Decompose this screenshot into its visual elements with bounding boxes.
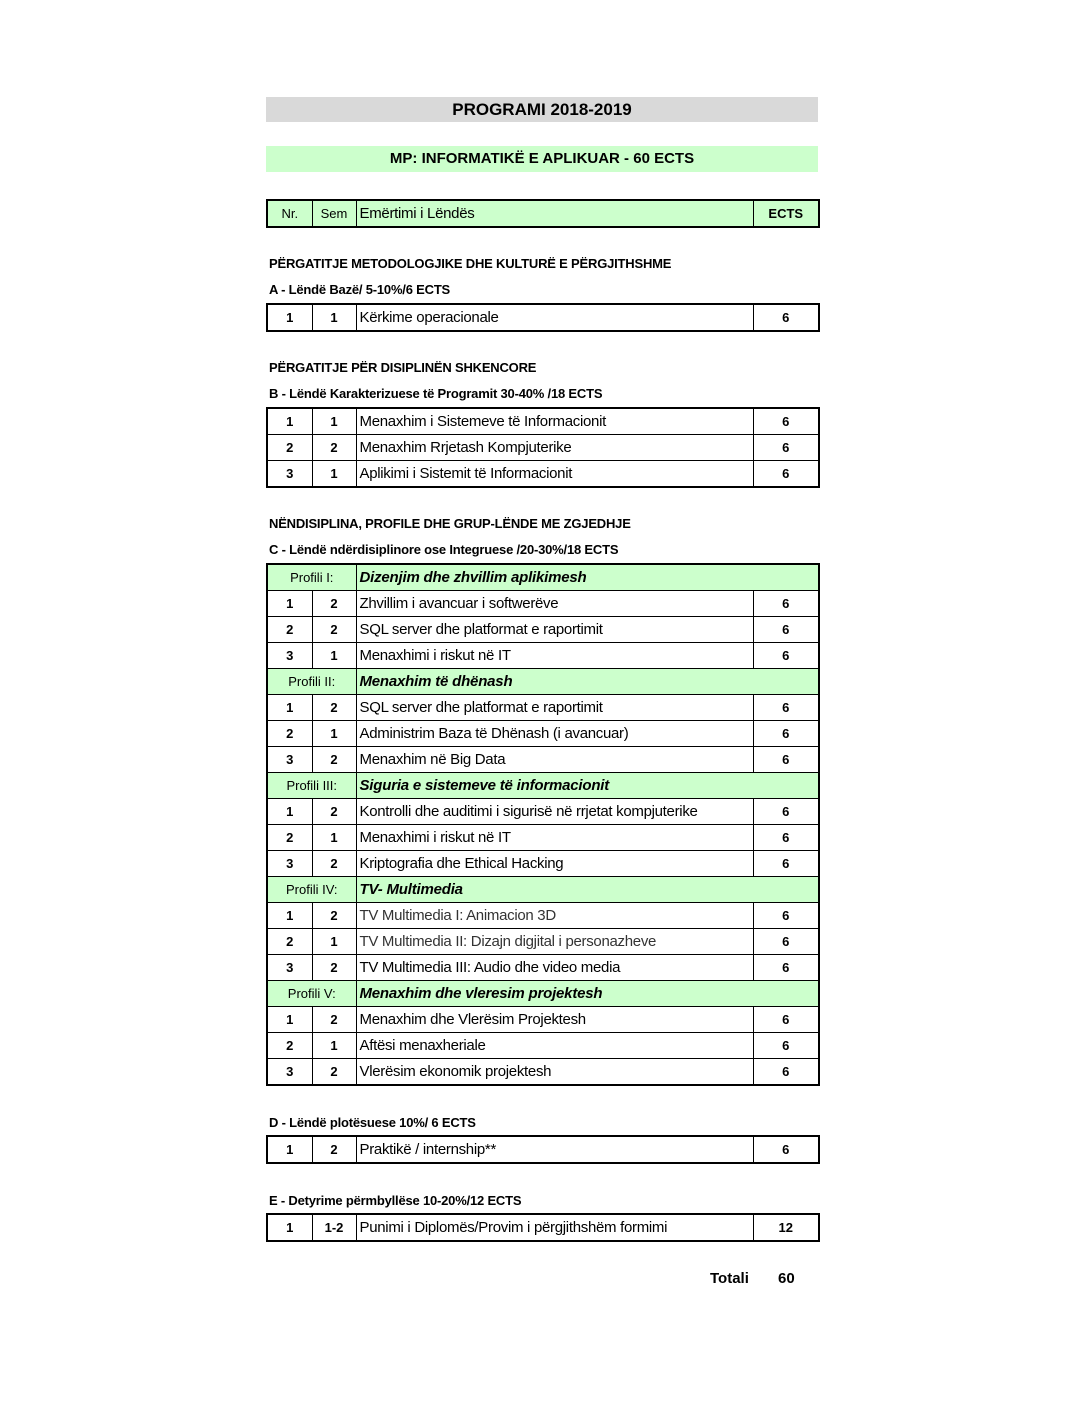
row-sem: 2 xyxy=(312,1059,356,1086)
table-row xyxy=(267,408,819,435)
row-nr: 1 xyxy=(267,304,312,331)
row-course-name: Menaxhim në Big Data xyxy=(356,747,753,773)
row-ects: 6 xyxy=(753,1136,819,1163)
header-nr: Nr. xyxy=(267,200,312,227)
profile-row xyxy=(267,773,819,799)
row-sem: 2 xyxy=(312,1136,356,1163)
category-d-table xyxy=(266,1135,820,1164)
profile-name: Menaxhim dhe vleresim projektesh xyxy=(356,981,819,1007)
table-row xyxy=(267,1007,819,1033)
row-course-name: Vlerësim ekonomik projektesh xyxy=(356,1059,753,1086)
row-nr: 1 xyxy=(267,591,312,617)
category-b-title: B - Lëndë Karakterizuese të Programit 30-40% /18 ECTS xyxy=(269,386,603,401)
row-ects: 6 xyxy=(753,903,819,929)
header-ects: ECTS xyxy=(753,200,819,227)
table-row xyxy=(267,617,819,643)
table-row xyxy=(267,799,819,825)
row-ects: 6 xyxy=(753,929,819,955)
row-ects: 6 xyxy=(753,955,819,981)
profile-label: Profili V: xyxy=(267,981,356,1007)
row-course-name: Menaxhim dhe Vlerësim Projektesh xyxy=(356,1007,753,1033)
category-e-table xyxy=(266,1213,820,1242)
row-nr: 2 xyxy=(267,435,312,461)
row-sem: 1 xyxy=(312,643,356,669)
header-sem: Sem xyxy=(312,200,356,227)
table-row xyxy=(267,304,819,331)
row-ects: 6 xyxy=(753,304,819,331)
row-ects: 6 xyxy=(753,461,819,488)
row-sem: 2 xyxy=(312,435,356,461)
row-nr: 3 xyxy=(267,1059,312,1086)
profile-name: TV- Multimedia xyxy=(356,877,819,903)
row-ects: 6 xyxy=(753,408,819,435)
row-ects: 6 xyxy=(753,799,819,825)
row-ects: 6 xyxy=(753,643,819,669)
row-nr: 1 xyxy=(267,1136,312,1163)
row-course-name: Zhvillim i avancuar i softwerëve xyxy=(356,591,753,617)
row-sem: 1-2 xyxy=(312,1214,356,1241)
row-sem: 1 xyxy=(312,825,356,851)
row-sem: 2 xyxy=(312,747,356,773)
row-nr: 3 xyxy=(267,461,312,488)
table-row xyxy=(267,461,819,488)
row-sem: 2 xyxy=(312,799,356,825)
total-value: 60 xyxy=(778,1270,795,1287)
row-course-name: Kontrolli dhe auditimi i sigurisë në rrjetat kompjuterike xyxy=(356,799,753,825)
row-nr: 1 xyxy=(267,695,312,721)
row-sem: 2 xyxy=(312,903,356,929)
section-title-scientific: PËRGATITJE PËR DISIPLINËN SHKENCORE xyxy=(269,360,537,375)
row-nr: 1 xyxy=(267,408,312,435)
table-row xyxy=(267,721,819,747)
category-a-table xyxy=(266,303,820,332)
table-row xyxy=(267,1136,819,1163)
row-sem: 2 xyxy=(312,695,356,721)
row-sem: 2 xyxy=(312,591,356,617)
table-row xyxy=(267,825,819,851)
row-ects: 6 xyxy=(753,1007,819,1033)
column-header-row xyxy=(267,200,819,227)
row-ects: 6 xyxy=(753,617,819,643)
profile-name: Dizenjim dhe zhvillim aplikimesh xyxy=(356,564,819,591)
row-course-name: Aftësi menaxheriale xyxy=(356,1033,753,1059)
profile-row xyxy=(267,669,819,695)
row-nr: 2 xyxy=(267,929,312,955)
row-nr: 1 xyxy=(267,903,312,929)
profile-row xyxy=(267,564,819,591)
row-course-name: SQL server dhe platformat e raportimit xyxy=(356,695,753,721)
category-a-title: A - Lëndë Bazë/ 5-10%/6 ECTS xyxy=(269,282,451,297)
total-label: Totali xyxy=(710,1270,749,1287)
profile-name: Siguria e sistemeve të informacionit xyxy=(356,773,819,799)
category-b-table xyxy=(266,407,820,488)
row-sem: 2 xyxy=(312,955,356,981)
row-course-name: SQL server dhe platformat e raportimit xyxy=(356,617,753,643)
row-course-name: Menaxhim Rrjetash Kompjuterike xyxy=(356,435,753,461)
row-ects: 6 xyxy=(753,591,819,617)
row-sem: 1 xyxy=(312,721,356,747)
row-sem: 1 xyxy=(312,929,356,955)
row-nr: 1 xyxy=(267,1214,312,1241)
table-row xyxy=(267,903,819,929)
row-sem: 2 xyxy=(312,617,356,643)
section-title-methodology: PËRGATITJE METODOLOGJIKE DHE KULTURË E PËRGJITHSHME xyxy=(269,256,672,271)
row-sem: 1 xyxy=(312,1033,356,1059)
row-ects: 12 xyxy=(753,1214,819,1241)
row-nr: 2 xyxy=(267,617,312,643)
profile-label: Profili IV: xyxy=(267,877,356,903)
profile-row xyxy=(267,981,819,1007)
profile-label: Profili III: xyxy=(267,773,356,799)
row-ects: 6 xyxy=(753,435,819,461)
row-sem: 1 xyxy=(312,461,356,488)
profile-row xyxy=(267,877,819,903)
row-nr: 2 xyxy=(267,825,312,851)
table-row xyxy=(267,1214,819,1241)
table-row xyxy=(267,1059,819,1086)
profile-name: Menaxhim të dhënash xyxy=(356,669,819,695)
program-subtitle: MP: INFORMATIKË E APLIKUAR - 60 ECTS xyxy=(266,146,818,172)
table-row xyxy=(267,591,819,617)
column-header-table xyxy=(266,199,820,228)
row-sem: 2 xyxy=(312,851,356,877)
category-c-title: C - Lëndë ndërdisiplinore ose Integruese /20-30%/18 ECTS xyxy=(269,542,619,557)
category-e-title: E - Detyrime përmbyllëse 10-20%/12 ECTS xyxy=(269,1193,522,1208)
row-nr: 3 xyxy=(267,955,312,981)
row-nr: 3 xyxy=(267,643,312,669)
table-row xyxy=(267,643,819,669)
row-course-name: Kërkime operacionale xyxy=(356,304,753,331)
table-row xyxy=(267,929,819,955)
row-course-name: Kriptografia dhe Ethical Hacking xyxy=(356,851,753,877)
table-row xyxy=(267,695,819,721)
row-course-name: Aplikimi i Sistemit të Informacionit xyxy=(356,461,753,488)
row-ects: 6 xyxy=(753,695,819,721)
row-sem: 1 xyxy=(312,304,356,331)
profile-label: Profili I: xyxy=(267,564,356,591)
row-ects: 6 xyxy=(753,851,819,877)
row-course-name: Praktikë / internship** xyxy=(356,1136,753,1163)
row-sem: 2 xyxy=(312,1007,356,1033)
row-course-name: Punimi i Diplomës/Provim i përgjithshëm formimi xyxy=(356,1214,753,1241)
row-ects: 6 xyxy=(753,747,819,773)
category-c-table xyxy=(266,563,820,1086)
profile-label: Profili II: xyxy=(267,669,356,695)
category-d-title: D - Lëndë plotësuese 10%/ 6 ECTS xyxy=(269,1115,476,1130)
row-course-name: Menaxhim i Sistemeve të Informacionit xyxy=(356,408,753,435)
row-ects: 6 xyxy=(753,1059,819,1086)
row-nr: 2 xyxy=(267,1033,312,1059)
row-course-name: TV Multimedia II: Dizajn digjital i personazheve xyxy=(356,929,753,955)
row-nr: 3 xyxy=(267,747,312,773)
row-nr: 3 xyxy=(267,851,312,877)
row-ects: 6 xyxy=(753,1033,819,1059)
section-title-subdisciplines: NËNDISIPLINA, PROFILE DHE GRUP-LËNDE ME ZGJEDHJE xyxy=(269,516,631,531)
row-course-name: Menaxhimi i riskut në IT xyxy=(356,643,753,669)
row-ects: 6 xyxy=(753,721,819,747)
row-sem: 1 xyxy=(312,408,356,435)
row-nr: 2 xyxy=(267,721,312,747)
row-course-name: TV Multimedia I: Animacion 3D xyxy=(356,903,753,929)
table-row xyxy=(267,747,819,773)
row-nr: 1 xyxy=(267,1007,312,1033)
table-row xyxy=(267,851,819,877)
table-row xyxy=(267,1033,819,1059)
page-title: PROGRAMI 2018-2019 xyxy=(266,97,818,122)
header-name: Emërtimi i Lëndës xyxy=(356,200,753,227)
row-course-name: TV Multimedia III: Audio dhe video media xyxy=(356,955,753,981)
row-nr: 1 xyxy=(267,799,312,825)
row-course-name: Administrim Baza të Dhënash (i avancuar) xyxy=(356,721,753,747)
row-course-name: Menaxhimi i riskut në IT xyxy=(356,825,753,851)
table-row xyxy=(267,955,819,981)
table-row xyxy=(267,435,819,461)
row-ects: 6 xyxy=(753,825,819,851)
